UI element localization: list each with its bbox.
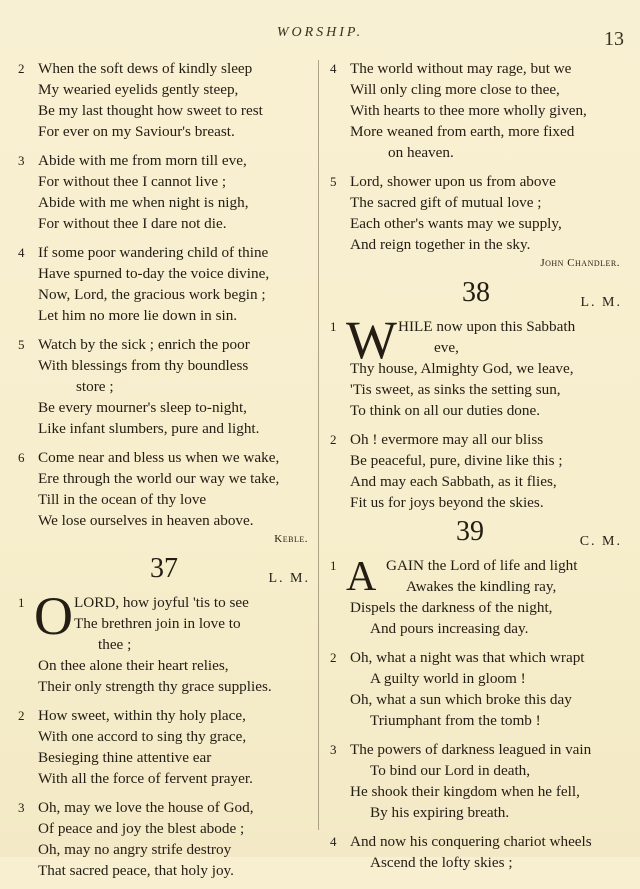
stanza-number: 4 bbox=[330, 61, 337, 76]
verse-line: Awakes the kindling ray, bbox=[406, 578, 557, 595]
verse-line: Ere through the world our way we take, bbox=[38, 470, 280, 487]
hymn-number: 38 bbox=[462, 277, 490, 308]
verse-line: Besieging thine attentive ear bbox=[38, 749, 212, 766]
verse-line: Be peaceful, pure, divine like this ; bbox=[350, 452, 563, 469]
stanza-number: 3 bbox=[18, 153, 25, 168]
verse-line: Let him no more lie down in sin. bbox=[38, 307, 238, 324]
stanza bbox=[326, 739, 626, 823]
verse-line: A guilty world in gloom ! bbox=[370, 670, 526, 687]
stanza bbox=[14, 242, 314, 326]
verse-line: on heaven. bbox=[388, 144, 454, 161]
left-column bbox=[14, 58, 314, 889]
verse-line: Oh, what a sun which broke this day bbox=[350, 691, 572, 708]
verse-line: By his expiring breath. bbox=[370, 804, 510, 821]
verse-line: Lord, shower upon us from above bbox=[350, 173, 556, 190]
verse-line: Triumphant from the tomb ! bbox=[370, 712, 541, 729]
stanza bbox=[326, 647, 626, 731]
stanza bbox=[14, 150, 314, 234]
verse-line: With hearts to thee more wholly given, bbox=[350, 102, 587, 119]
hymn-meter: C. M. bbox=[579, 534, 622, 549]
verse-line: Thy house, Almighty God, we leave, bbox=[350, 360, 574, 377]
verse-line: LORD, how joyful 'tis to see bbox=[74, 594, 249, 611]
verse-line: HILE now upon this Sabbath bbox=[398, 318, 576, 335]
hymn-number: 39 bbox=[456, 516, 484, 547]
verse-line: Dispels the darkness of the night, bbox=[350, 599, 553, 616]
stanza bbox=[14, 586, 314, 697]
verse-line: Till in the ocean of thy love bbox=[38, 491, 207, 508]
verse-line: thee ; bbox=[98, 636, 132, 653]
stanza-number: 3 bbox=[330, 742, 337, 757]
verse-line: Have spurned to-day the voice divine, bbox=[38, 265, 270, 282]
stanza bbox=[326, 429, 626, 513]
hymn-header bbox=[326, 516, 626, 555]
verse-line: How sweet, within thy holy place, bbox=[38, 707, 246, 724]
verse-line: With all the force of fervent prayer. bbox=[38, 770, 253, 787]
stanza-number: 2 bbox=[330, 432, 337, 447]
running-head: WORSHIP. bbox=[276, 25, 364, 40]
verse-line: Oh, may we love the house of God, bbox=[38, 799, 254, 816]
verse-line: Fit us for joys beyond the skies. bbox=[350, 494, 544, 511]
verse-line: 'Tis sweet, as sinks the setting sun, bbox=[350, 381, 561, 398]
verse-line: Oh, what a night was that which wrapt bbox=[350, 649, 585, 666]
hymn-meter: L. M. bbox=[580, 295, 622, 310]
column-divider bbox=[318, 60, 319, 830]
hymn-meter: L. M. bbox=[268, 571, 310, 586]
verse-line: That sacred peace, that holy joy. bbox=[38, 862, 234, 879]
verse-line: More weaned from earth, more fixed bbox=[350, 123, 575, 140]
verse-line: And pours increasing day. bbox=[370, 620, 529, 637]
verse-line: For ever on my Saviour's breast. bbox=[38, 123, 235, 140]
verse-line: With blessings from thy boundless bbox=[38, 357, 249, 374]
stanza bbox=[326, 171, 626, 255]
verse-line: The sacred gift of mutual love ; bbox=[350, 194, 542, 211]
stanza bbox=[326, 555, 626, 639]
verse-line: To think on all our duties done. bbox=[350, 402, 541, 419]
verse-line: Of peace and joy the blest abode ; bbox=[38, 820, 245, 837]
stanza-number: 2 bbox=[18, 708, 25, 723]
verse-line: Be every mourner's sleep to-night, bbox=[38, 399, 247, 416]
verse-line: eve, bbox=[434, 339, 459, 356]
stanza bbox=[326, 58, 626, 163]
stanza bbox=[14, 334, 314, 439]
verse-line: Now, Lord, the gracious work begin ; bbox=[38, 286, 266, 303]
verse-line: When the soft dews of kindly sleep bbox=[38, 60, 253, 77]
author-attribution: Keble. bbox=[274, 533, 308, 545]
verse-line: Like infant slumbers, pure and light. bbox=[38, 420, 260, 437]
verse-line: The world without may rage, but we bbox=[350, 60, 572, 77]
right-column bbox=[326, 58, 626, 881]
verse-line: And reign together in the sky. bbox=[350, 236, 531, 253]
verse-line: Come near and bless us when we wake, bbox=[38, 449, 280, 466]
stanza bbox=[326, 310, 626, 421]
verse-line: He shook their kingdom when he fell, bbox=[350, 783, 580, 800]
verse-line: My wearied eyelids gently steep, bbox=[38, 81, 239, 98]
stanza-number: 1 bbox=[330, 558, 337, 573]
verse-line: For without thee I cannot live ; bbox=[38, 173, 227, 190]
verse-line: Ascend the lofty skies ; bbox=[370, 854, 513, 871]
verse-line: Each other's wants may we supply, bbox=[350, 215, 562, 232]
verse-line: For without thee I dare not die. bbox=[38, 215, 227, 232]
stanza-number: 1 bbox=[330, 319, 337, 334]
stanza-number: 3 bbox=[18, 800, 25, 815]
stanza bbox=[14, 705, 314, 789]
drop-cap: O bbox=[34, 586, 73, 646]
verse-line: We lose ourselves in heaven above. bbox=[38, 512, 254, 529]
stanza-number: 6 bbox=[18, 450, 25, 465]
verse-line: And may each Sabbath, as it flies, bbox=[350, 473, 557, 490]
verse-line: Be my last thought how sweet to rest bbox=[38, 102, 263, 119]
verse-line: The powers of darkness leagued in vain bbox=[350, 741, 592, 758]
verse-line: To bind our Lord in death, bbox=[370, 762, 531, 779]
verse-line: Abide with me when night is nigh, bbox=[38, 194, 249, 211]
stanza bbox=[14, 797, 314, 881]
stanza-number: 1 bbox=[18, 595, 25, 610]
stanza-number: 2 bbox=[330, 650, 337, 665]
verse-line: And now his conquering chariot wheels bbox=[350, 833, 592, 850]
stanza-number: 5 bbox=[330, 174, 337, 189]
stanza-number: 4 bbox=[330, 834, 337, 849]
verse-line: Oh ! evermore may all our bliss bbox=[350, 431, 544, 448]
verse-line: GAIN the Lord of life and light bbox=[386, 557, 578, 574]
stanza-number: 4 bbox=[18, 245, 25, 260]
stanza bbox=[14, 447, 314, 531]
verse-line: Watch by the sick ; enrich the poor bbox=[38, 336, 250, 353]
hymn-number: 37 bbox=[150, 553, 178, 584]
verse-line: If some poor wandering child of thine bbox=[38, 244, 269, 261]
drop-cap: A bbox=[346, 554, 377, 600]
verse-line: The brethren join in love to bbox=[74, 615, 241, 632]
stanza bbox=[326, 831, 626, 873]
verse-line: Will only cling more close to thee, bbox=[350, 81, 560, 98]
verse-line: Abide with me from morn till eve, bbox=[38, 152, 247, 169]
verse-line: store ; bbox=[76, 378, 114, 395]
author-attribution: John Chandler. bbox=[540, 257, 620, 269]
verse-line: Oh, may no angry strife destroy bbox=[38, 841, 232, 858]
page-number: 13 bbox=[604, 28, 624, 50]
verse-line: On thee alone their heart relies, bbox=[38, 657, 229, 674]
stanza bbox=[14, 58, 314, 142]
stanza-number: 2 bbox=[18, 61, 25, 76]
stanza-number: 5 bbox=[18, 337, 25, 352]
drop-cap: W bbox=[346, 310, 397, 370]
verse-line: With one accord to sing thy grace, bbox=[38, 728, 247, 745]
verse-line: Their only strength thy grace supplies. bbox=[38, 678, 272, 695]
